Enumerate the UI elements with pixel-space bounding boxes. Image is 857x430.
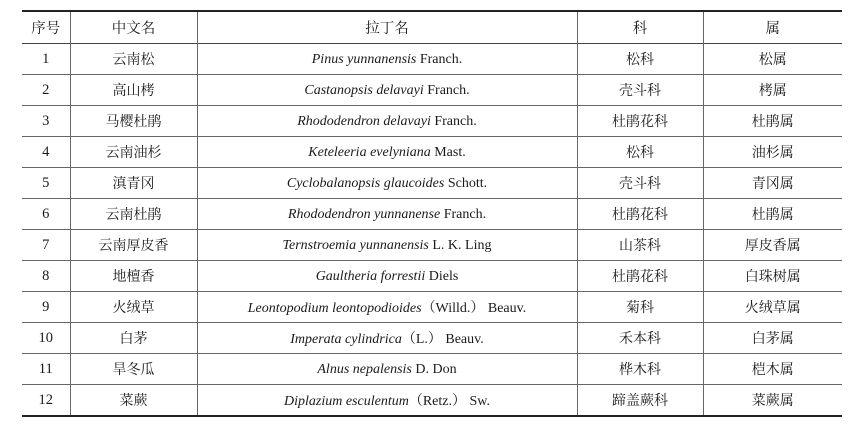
- cell-chinese-name: [70, 44, 197, 75]
- table-row: [22, 75, 842, 106]
- cell-family-text: 山茶科: [619, 238, 661, 254]
- cell-serial-number: [22, 323, 70, 354]
- cell-family-text: 桦木科: [619, 362, 661, 378]
- table-row: [22, 292, 842, 323]
- cell-serial-number: [22, 106, 70, 137]
- cell-genus: [703, 199, 842, 230]
- cell-family: [577, 44, 703, 75]
- cell-family: [577, 261, 703, 292]
- cell-chinese-name-text: 云南松: [112, 52, 155, 68]
- scientific-binomial: Imperata cylindrica: [290, 332, 402, 347]
- cell-genus-text: 火绒草属: [744, 300, 801, 316]
- cell-family-text: 杜鹃花科: [612, 269, 668, 285]
- header-chinese-name: 中文名: [70, 11, 197, 44]
- cell-chinese-name-text: 菜蕨: [119, 393, 148, 409]
- cell-serial-number-text: 12: [38, 391, 53, 408]
- cell-genus: [703, 292, 842, 323]
- species-table-container: [22, 10, 842, 417]
- cell-family: [577, 106, 703, 137]
- cell-genus: [703, 168, 842, 199]
- cell-family: [577, 137, 703, 168]
- scientific-binomial: Gaultheria forrestii: [315, 268, 426, 284]
- cell-serial-number: [22, 385, 70, 417]
- scientific-binomial: Alnus nepalensis: [317, 361, 412, 377]
- cell-serial-number: [22, 75, 70, 106]
- cell-family: [577, 292, 703, 323]
- cell-genus: [703, 230, 842, 261]
- cell-serial-number-text: 11: [38, 360, 53, 377]
- cell-serial-number-text: 6: [42, 205, 50, 222]
- cell-chinese-name: [70, 354, 197, 385]
- cell-genus: [703, 261, 842, 292]
- table-row: [22, 230, 842, 261]
- cell-serial-number: [22, 44, 70, 75]
- cell-family-text: 禾本科: [619, 331, 661, 347]
- cell-family: [577, 354, 703, 385]
- table-row: [22, 199, 842, 230]
- scientific-binomial: Rhododendron delavayi: [297, 113, 431, 129]
- cell-chinese-name: [70, 106, 197, 137]
- scientific-binomial: Ternstroemia yunnanensis: [282, 237, 429, 253]
- cell-latin-name: [197, 168, 577, 199]
- scientific-binomial: Diplazium esculentum: [284, 394, 409, 409]
- cell-latin-name: [197, 323, 577, 354]
- author-citation: L. K. Ling: [428, 237, 492, 253]
- cell-serial-number: [22, 199, 70, 230]
- cell-chinese-name-text: 高山栲: [112, 83, 155, 99]
- cell-latin-name: [197, 75, 577, 106]
- cell-family: [577, 199, 703, 230]
- cell-chinese-name: [70, 199, 197, 230]
- table-row: [22, 137, 842, 168]
- cell-serial-number: [22, 354, 70, 385]
- author-citation: Mast.: [430, 144, 466, 160]
- cell-chinese-name: [70, 75, 197, 106]
- cell-family-text: 壳斗科: [619, 83, 661, 99]
- cell-family-text: 蹄盖蕨科: [612, 393, 668, 409]
- cell-family-text: 壳斗科: [619, 176, 661, 192]
- author-citation: Diels: [425, 268, 459, 284]
- author-citation: Franch.: [440, 206, 487, 222]
- header-latin-name: 拉丁名: [197, 11, 577, 44]
- cell-serial-number: [22, 230, 70, 261]
- cell-genus: [703, 137, 842, 168]
- cell-family: [577, 230, 703, 261]
- table-header: [22, 11, 842, 44]
- author-citation: Franch.: [423, 82, 470, 98]
- cell-latin-name: [197, 385, 577, 417]
- cell-genus-text: 栲属: [758, 83, 787, 99]
- cell-chinese-name-text: 地檀香: [112, 269, 155, 285]
- species-table: [22, 10, 842, 417]
- scientific-binomial: Castanopsis delavayi: [304, 82, 424, 98]
- header-family: 科: [577, 11, 703, 44]
- cell-family: [577, 168, 703, 199]
- cell-chinese-name-text: 白茅: [119, 331, 148, 347]
- cell-chinese-name: [70, 137, 197, 168]
- cell-family-text: 菊科: [626, 300, 654, 316]
- cell-chinese-name-text: 云南厚皮香: [98, 238, 169, 254]
- cell-genus-text: 白珠树属: [744, 269, 801, 285]
- cell-latin-name: [197, 261, 577, 292]
- scientific-binomial: Cyclobalanopsis glaucoides: [286, 175, 445, 191]
- cell-latin-name: [197, 137, 577, 168]
- table-row: [22, 354, 842, 385]
- table-body: [22, 44, 842, 417]
- cell-genus-text: 菜蕨属: [751, 393, 794, 409]
- cell-chinese-name-text: 云南油杉: [105, 145, 162, 161]
- cell-genus-text: 油杉属: [751, 145, 794, 161]
- cell-family: [577, 385, 703, 417]
- cell-genus-text: 杜鹃属: [751, 114, 794, 130]
- cell-serial-number-text: 10: [38, 329, 53, 346]
- cell-latin-name: [197, 292, 577, 323]
- cell-family: [577, 75, 703, 106]
- author-citation: （L.） Beauv.: [401, 332, 484, 347]
- cell-serial-number-text: 9: [42, 298, 50, 315]
- scientific-binomial: Leontopodium leontopodioides: [247, 301, 422, 316]
- author-citation: Franch.: [416, 51, 463, 67]
- cell-serial-number-text: 5: [42, 174, 50, 191]
- cell-family-text: 松科: [626, 145, 654, 161]
- cell-latin-name: [197, 199, 577, 230]
- cell-genus-text: 青冈属: [751, 176, 794, 192]
- cell-chinese-name-text: 旱冬瓜: [112, 362, 155, 378]
- cell-genus: [703, 354, 842, 385]
- cell-latin-name: [197, 230, 577, 261]
- header-row: [22, 11, 842, 44]
- cell-serial-number-text: 1: [42, 50, 50, 67]
- cell-serial-number: [22, 137, 70, 168]
- author-citation: Schott.: [444, 175, 488, 191]
- cell-family-text: 松科: [626, 52, 654, 68]
- cell-genus: [703, 323, 842, 354]
- scientific-binomial: Pinus yunnanensis: [311, 51, 417, 67]
- cell-serial-number: [22, 292, 70, 323]
- cell-chinese-name: [70, 168, 197, 199]
- scientific-binomial: Rhododendron yunnanense: [287, 206, 441, 222]
- cell-serial-number-text: 8: [42, 267, 50, 284]
- cell-serial-number: [22, 168, 70, 199]
- cell-serial-number: [22, 261, 70, 292]
- cell-genus-text: 桤木属: [751, 362, 794, 378]
- cell-genus: [703, 75, 842, 106]
- cell-latin-name: [197, 354, 577, 385]
- cell-chinese-name-text: 云南杜鹃: [105, 207, 162, 223]
- cell-genus: [703, 385, 842, 417]
- cell-chinese-name: [70, 385, 197, 417]
- cell-chinese-name: [70, 323, 197, 354]
- cell-family-text: 杜鹃花科: [612, 114, 668, 130]
- cell-chinese-name: [70, 292, 197, 323]
- cell-genus: [703, 106, 842, 137]
- cell-serial-number-text: 2: [42, 81, 50, 98]
- table-row: [22, 44, 842, 75]
- cell-genus-text: 杜鹃属: [751, 207, 794, 223]
- cell-chinese-name: [70, 261, 197, 292]
- cell-latin-name: [197, 106, 577, 137]
- cell-chinese-name-text: 马樱杜鹃: [105, 114, 162, 130]
- cell-genus-text: 白茅属: [751, 331, 794, 347]
- table-row: [22, 106, 842, 137]
- author-citation: （Retz.） Sw.: [408, 394, 490, 409]
- header-genus: 属: [765, 21, 780, 37]
- cell-family-text: 杜鹃花科: [612, 207, 668, 223]
- header-serial-number: 序号: [22, 11, 70, 44]
- cell-serial-number-text: 4: [42, 143, 50, 160]
- cell-genus: [703, 44, 842, 75]
- author-citation: D. Don: [411, 361, 457, 377]
- cell-chinese-name-text: 滇青冈: [112, 176, 155, 192]
- table-row: [22, 385, 842, 417]
- author-citation: （Willd.） Beauv.: [421, 301, 527, 316]
- table-row: [22, 261, 842, 292]
- cell-chinese-name: [70, 230, 197, 261]
- cell-latin-name: [197, 44, 577, 75]
- author-citation: Franch.: [430, 113, 477, 129]
- table-row: [22, 323, 842, 354]
- cell-chinese-name-text: 火绒草: [112, 300, 155, 316]
- table-row: [22, 168, 842, 199]
- scientific-binomial: Keteleeria evelyniana: [308, 144, 431, 160]
- cell-genus-text: 厚皮香属: [744, 238, 801, 254]
- cell-serial-number-text: 7: [42, 236, 50, 253]
- cell-family: [577, 323, 703, 354]
- cell-serial-number-text: 3: [42, 112, 50, 129]
- cell-genus-text: 松属: [758, 52, 787, 68]
